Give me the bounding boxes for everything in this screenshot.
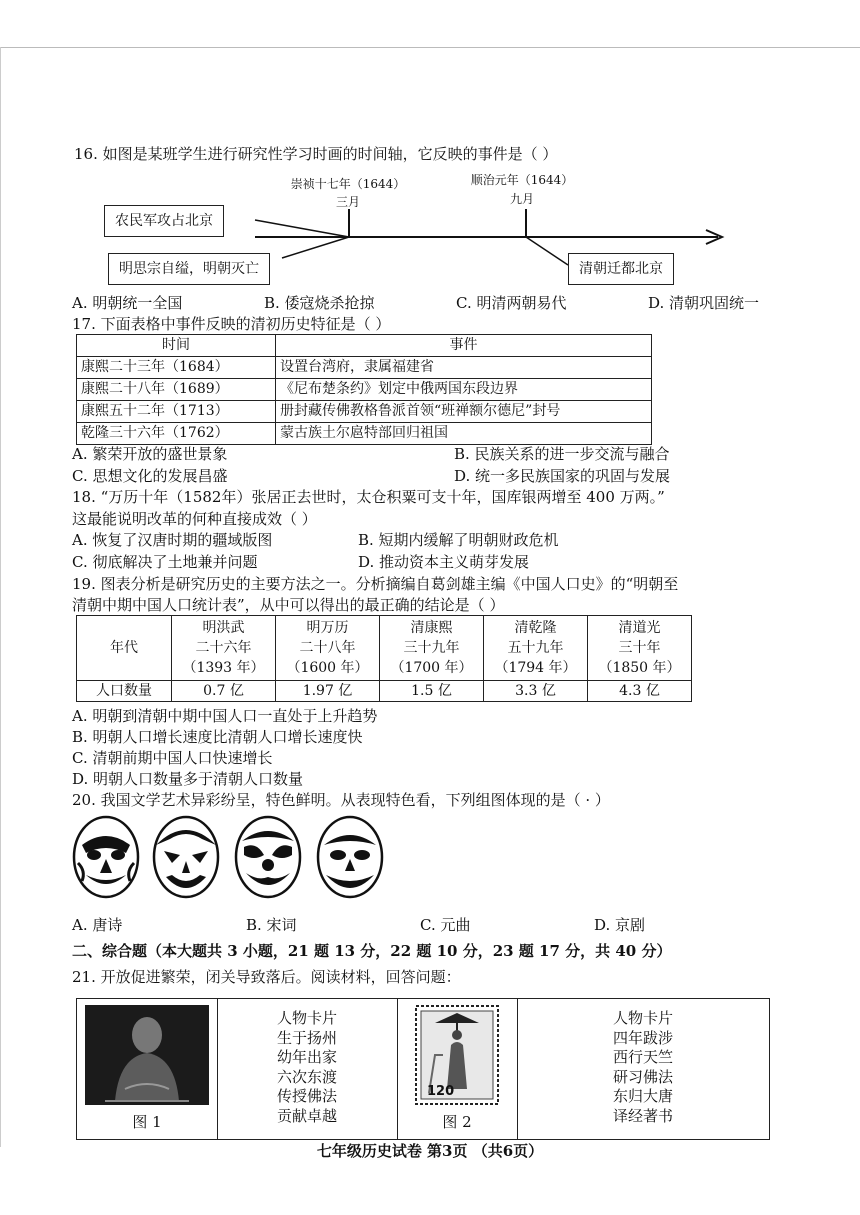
era-ad: （1600 年） xyxy=(286,660,369,676)
q17-stem: 17. 下面表格中事件反映的清初历史特征是（ ） xyxy=(72,315,391,333)
opera-mask-image xyxy=(316,815,384,899)
card-line: 生于扬州 xyxy=(276,1028,337,1047)
person-card-1 xyxy=(217,999,398,1139)
card-line: 东归大唐 xyxy=(612,1087,673,1105)
q18-option-d: D. 推动资本主义萌芽发展 xyxy=(358,553,530,571)
q21-figure-panel xyxy=(76,998,770,1140)
person-card-1-text xyxy=(217,999,397,1126)
q19-population-table xyxy=(76,615,692,702)
era-year: 三十年 xyxy=(618,640,661,656)
opera-mask-image xyxy=(72,815,140,899)
q21-stem: 21. 开放促进繁荣，闭关导致落后。阅读材料，回答问题： xyxy=(72,968,461,986)
q20-option-a: A. 唐诗 xyxy=(72,916,123,934)
table-cell-population: 4.3 亿 xyxy=(588,681,692,702)
timeline-event-qing-capital: 清朝迁都北京 xyxy=(568,253,674,285)
q16-option-a: A. 明朝统一全国 xyxy=(72,294,183,312)
q19-option-b: B. 明朝人口增长速度比清朝人口增长速度快 xyxy=(72,728,363,746)
card-line: 西行天竺 xyxy=(612,1048,673,1066)
q20-stem: 20. 我国文学艺术异彩纷呈，特色鲜明。从表现特色看，下列组图体现的是（ · ） xyxy=(72,791,610,809)
q20-option-d: D. 京剧 xyxy=(594,916,646,934)
era-year: 二十六年 xyxy=(195,640,252,656)
q17-option-c: C. 思想文化的发展昌盛 xyxy=(72,467,228,485)
q20-option-c: C. 元曲 xyxy=(420,916,471,934)
stamp-value: 120 xyxy=(427,1084,455,1099)
table-header-row xyxy=(77,335,652,357)
q17-table xyxy=(76,334,652,445)
table-cell-era xyxy=(172,616,276,681)
xuanzang-stamp-image xyxy=(415,1005,499,1105)
person-card-2 xyxy=(517,999,769,1139)
jianzhen-statue-photo xyxy=(85,1005,209,1105)
table-cell-label: 人口数量 xyxy=(77,681,172,702)
q17-option-b: B. 民族关系的进一步交流与融合 xyxy=(454,445,670,463)
card-line: 幼年出家 xyxy=(276,1048,337,1066)
table-cell-time: 康熙二十八年（1689） xyxy=(77,379,276,401)
table-cell-era xyxy=(588,616,692,681)
era-ad: （1850 年） xyxy=(598,660,681,676)
era-name: 明洪武 xyxy=(202,620,245,636)
figure-2-cell xyxy=(397,999,518,1139)
person-card-2-text xyxy=(517,999,769,1126)
card-line: 人物卡片 xyxy=(612,1009,673,1027)
era-ad: （1393 年） xyxy=(182,660,265,676)
q18-option-b: B. 短期内缓解了明朝财政危机 xyxy=(358,531,559,549)
table-cell-time: 康熙五十二年（1713） xyxy=(77,401,276,423)
era-ad: （1794 年） xyxy=(494,660,577,676)
q16-option-c: C. 明清两朝易代 xyxy=(456,294,567,312)
era-name: 清康熙 xyxy=(410,620,453,636)
era-name: 清道光 xyxy=(618,620,661,636)
table-header-time: 时间 xyxy=(77,335,276,357)
q19-stem-line2: 清朝中期中国人口统计表”，从中可以得出的最正确的结论是（ ） xyxy=(72,596,505,614)
table-cell-event: 《尼布楚条约》划定中俄两国东段边界 xyxy=(276,379,652,401)
era-year: 五十九年 xyxy=(507,640,564,656)
q19-option-d: D. 明朝人口数量多于清朝人口数量 xyxy=(72,770,304,788)
table-row xyxy=(77,357,652,379)
card-line: 四年跋涉 xyxy=(612,1028,673,1047)
timeline-date2-month: 九月 xyxy=(509,192,534,206)
table-cell-population: 1.5 亿 xyxy=(380,681,484,702)
table-cell-population: 3.3 亿 xyxy=(484,681,588,702)
figure-1-caption: 图 1 xyxy=(132,1113,162,1131)
table-cell-time: 康熙二十三年（1684） xyxy=(77,357,276,379)
table-row xyxy=(77,379,652,401)
era-ad: （1700 年） xyxy=(390,660,473,676)
q17-option-a: A. 繁荣开放的盛世景象 xyxy=(72,445,228,463)
card-line: 传授佛法 xyxy=(276,1087,337,1105)
table-cell-time: 乾隆三十六年（1762） xyxy=(77,423,276,445)
q18-stem-line2: 这最能说明改革的何种直接成效（ ） xyxy=(72,510,317,528)
q17-option-d: D. 统一多民族国家的巩固与发展 xyxy=(454,467,671,485)
q19-option-c: C. 清朝前期中国人口快速增长 xyxy=(72,749,273,767)
table-cell-population: 1.97 亿 xyxy=(276,681,380,702)
q16-option-d: D. 清朝巩固统一 xyxy=(648,294,760,312)
table-cell-era xyxy=(380,616,484,681)
figure-1-cell xyxy=(77,999,218,1139)
table-cell-era xyxy=(484,616,588,681)
table-row xyxy=(77,616,692,681)
era-year: 二十八年 xyxy=(299,640,356,656)
opera-mask-image xyxy=(234,815,302,899)
table-row xyxy=(77,681,692,702)
table-row xyxy=(77,401,652,423)
table-row xyxy=(77,423,652,445)
card-line: 六次东渡 xyxy=(276,1067,337,1086)
timeline-date2-year: 顺治元年（1644） xyxy=(470,173,574,187)
timeline-event-peasant-army: 农民军攻占北京 xyxy=(104,205,224,237)
q18-option-c: C. 彻底解决了土地兼并问题 xyxy=(72,553,258,571)
q19-option-a: A. 明朝到清朝中期中国人口一直处于上升趋势 xyxy=(72,707,378,725)
timeline-date1-year: 崇祯十七年（1644） xyxy=(290,177,406,191)
table-cell-event: 册封藏传佛教格鲁派首领“班禅额尔德尼”封号 xyxy=(276,401,652,423)
card-line: 研习佛法 xyxy=(612,1067,673,1086)
figure-2-caption: 图 2 xyxy=(442,1113,472,1131)
table-cell-population: 0.7 亿 xyxy=(172,681,276,702)
q20-option-b: B. 宋词 xyxy=(246,916,297,934)
section2-title: 二、综合题（本大题共 3 小题，21 题 13 分，22 题 10 分，23 题 17 分，共 40 分） xyxy=(72,942,672,960)
q18-option-a: A. 恢复了汉唐时期的疆域版图 xyxy=(72,531,273,549)
timeline-date1-month: 三月 xyxy=(335,195,360,209)
era-name: 明万历 xyxy=(306,620,349,636)
q19-stem-line1: 19. 图表分析是研究历史的主要方法之一。分析摘编自葛剑雄主编《中国人口史》的“明朝至 xyxy=(72,575,679,593)
q18-stem-line1: 18. “万历十年（1582年）张居正去世时，太仓积粟可支十年，国库银两增至 400 万两。” xyxy=(72,488,665,506)
table-cell-event: 设置台湾府，隶属福建省 xyxy=(276,357,652,379)
era-name: 清乾隆 xyxy=(514,620,557,636)
q16-option-b: B. 倭寇烧杀抢掠 xyxy=(264,294,375,312)
table-header-event: 事件 xyxy=(276,335,652,357)
card-line: 译经著书 xyxy=(612,1106,673,1125)
card-line: 贡献卓越 xyxy=(276,1106,337,1125)
opera-mask-image xyxy=(152,815,220,899)
timeline-event-ming-fall: 明思宗自缢，明朝灭亡 xyxy=(108,253,270,285)
page-footer: 七年级历史试卷 第3页 （共6页） xyxy=(316,1142,544,1160)
table-cell-era xyxy=(276,616,380,681)
table-cell-event: 蒙古族土尔扈特部回归祖国 xyxy=(276,423,652,445)
card-line: 人物卡片 xyxy=(276,1009,337,1027)
q16-stem: 16. 如图是某班学生进行研究性学习时画的时间轴，它反映的事件是（ ） xyxy=(74,145,558,163)
table-cell-label: 年代 xyxy=(77,616,172,681)
era-year: 三十九年 xyxy=(403,640,460,656)
